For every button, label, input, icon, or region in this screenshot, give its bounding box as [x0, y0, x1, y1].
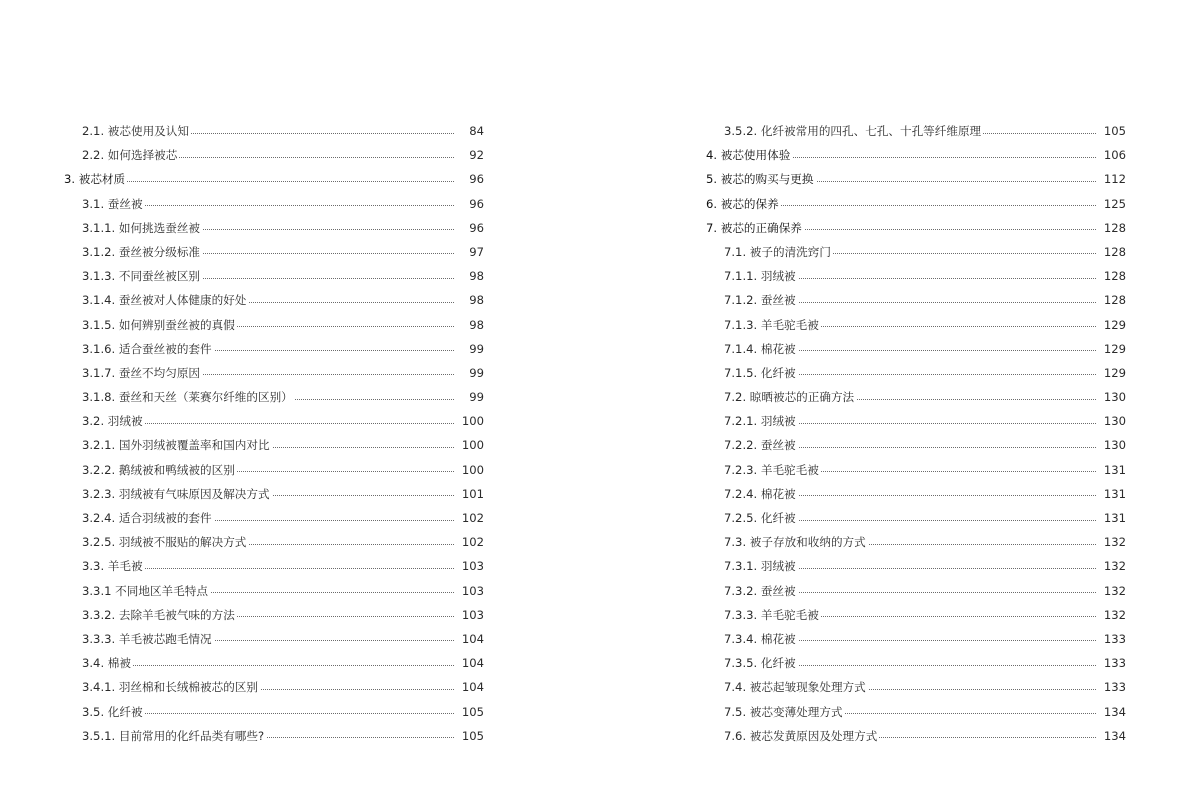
toc-entry-title: 3.4. 棉被 — [82, 651, 133, 675]
toc-entry[interactable] — [64, 167, 488, 191]
toc-entry-title: 7.1.5. 化纤被 — [724, 361, 798, 385]
toc-entry[interactable] — [706, 192, 1130, 216]
toc-entry-page-number: 132 — [1103, 607, 1126, 622]
toc-entry-page-number: 96 — [469, 196, 484, 211]
toc-entry[interactable] — [706, 458, 1130, 482]
toc-entry[interactable] — [706, 675, 1130, 699]
toc-entry-title: 3.1.5. 如何辨别蚕丝被的真假 — [82, 313, 237, 337]
toc-entry-title: 7.2. 晾晒被芯的正确方法 — [724, 385, 856, 409]
toc-entry-title: 7.3. 被子存放和收纳的方式 — [724, 530, 868, 554]
toc-entry-page-number: 96 — [469, 220, 484, 235]
toc-entry[interactable] — [64, 192, 488, 216]
toc-entry[interactable] — [706, 143, 1130, 167]
toc-entry-page-number: 131 — [1103, 462, 1126, 477]
toc-entry-page-number: 125 — [1103, 196, 1126, 211]
toc-entry[interactable] — [706, 167, 1130, 191]
toc-entry-page-number: 97 — [469, 244, 484, 259]
toc-entry[interactable] — [64, 264, 488, 288]
toc-entry-page-number: 130 — [1103, 414, 1126, 429]
toc-entry-page-number: 130 — [1103, 390, 1126, 405]
toc-entry-page-number: 134 — [1103, 704, 1126, 719]
toc-entry[interactable] — [706, 264, 1130, 288]
toc-entry-page-number: 128 — [1103, 220, 1126, 235]
toc-entry-title: 3.1.1. 如何挑选蚕丝被 — [82, 216, 202, 240]
toc-left-column — [64, 119, 488, 748]
toc-entry[interactable] — [64, 313, 488, 337]
toc-entry[interactable] — [706, 506, 1130, 530]
toc-entry[interactable] — [64, 651, 488, 675]
toc-entry-title: 7.1. 被子的清洗窍门 — [724, 240, 833, 264]
toc-entry-title: 7.3.3. 羊毛驼毛被 — [724, 603, 821, 627]
toc-entry-title: 7.1.3. 羊毛驼毛被 — [724, 313, 821, 337]
toc-entry-page-number: 129 — [1103, 317, 1126, 332]
toc-entry-title: 7.2.5. 化纤被 — [724, 506, 798, 530]
toc-entry[interactable] — [706, 409, 1130, 433]
toc-entry-title: 3.1.7. 蚕丝不均匀原因 — [82, 361, 202, 385]
toc-entry-page-number: 106 — [1103, 148, 1126, 163]
dot-leader — [82, 665, 454, 666]
toc-entry-title: 7.3.2. 蚕丝被 — [724, 579, 798, 603]
toc-entry[interactable] — [706, 119, 1130, 143]
toc-entry[interactable] — [706, 313, 1130, 337]
toc-entry-title: 3.5.2. 化纤被常用的四孔、七孔、十孔等纤维原理 — [724, 119, 983, 143]
toc-entry-title: 3.3. 羊毛被 — [82, 554, 145, 578]
toc-entry-page-number: 132 — [1103, 535, 1126, 550]
toc-entry-page-number: 98 — [469, 317, 484, 332]
toc-entry-title: 7.3.1. 羽绒被 — [724, 554, 798, 578]
toc-entry-title: 3.2.1. 国外羽绒被覆盖率和国内对比 — [82, 433, 272, 457]
toc-entry[interactable] — [64, 579, 488, 603]
toc-entry[interactable] — [706, 482, 1130, 506]
toc-entry-page-number: 103 — [461, 583, 484, 598]
toc-entry-page-number: 129 — [1103, 341, 1126, 356]
toc-entry[interactable] — [64, 385, 488, 409]
toc-entry[interactable] — [64, 361, 488, 385]
toc-entry[interactable] — [64, 337, 488, 361]
toc-entry-title: 7.2.2. 蚕丝被 — [724, 433, 798, 457]
toc-entry[interactable] — [64, 627, 488, 651]
toc-entry-title: 4. 被芯使用体验 — [706, 143, 792, 167]
toc-entry-page-number: 103 — [461, 559, 484, 574]
toc-entry-page-number: 104 — [461, 656, 484, 671]
toc-entry-page-number: 128 — [1103, 244, 1126, 259]
toc-entry-page-number: 134 — [1103, 728, 1126, 743]
toc-entry-title: 6. 被芯的保养 — [706, 192, 781, 216]
toc-entry[interactable] — [706, 724, 1130, 748]
toc-entry-page-number: 132 — [1103, 559, 1126, 574]
toc-entry[interactable] — [64, 506, 488, 530]
toc-entry[interactable] — [64, 724, 488, 748]
toc-entry[interactable] — [706, 433, 1130, 457]
toc-entry-page-number: 102 — [461, 535, 484, 550]
toc-entry-page-number: 132 — [1103, 583, 1126, 598]
toc-entry-page-number: 128 — [1103, 293, 1126, 308]
toc-entry-page-number: 98 — [469, 293, 484, 308]
toc-entry-page-number: 100 — [461, 462, 484, 477]
toc-entry-title: 3.1.4. 蚕丝被对人体健康的好处 — [82, 288, 248, 312]
toc-entry-page-number: 112 — [1103, 172, 1126, 187]
toc-entry[interactable] — [64, 530, 488, 554]
toc-entry-title: 7.1.2. 蚕丝被 — [724, 288, 798, 312]
toc-entry-page-number: 96 — [469, 172, 484, 187]
toc-entry[interactable] — [706, 627, 1130, 651]
toc-entry-title: 3.1.6. 适合蚕丝被的套件 — [82, 337, 214, 361]
toc-entry-title: 2.1. 被芯使用及认知 — [82, 119, 191, 143]
toc-entry[interactable] — [706, 337, 1130, 361]
toc-entry-page-number: 130 — [1103, 438, 1126, 453]
toc-entry[interactable] — [706, 700, 1130, 724]
toc-entry[interactable] — [64, 482, 488, 506]
toc-entry-title: 3. 被芯材质 — [64, 167, 127, 191]
toc-entry-title: 3.2.4. 适合羽绒被的套件 — [82, 506, 214, 530]
toc-entry-page-number: 100 — [461, 414, 484, 429]
toc-entry[interactable] — [64, 458, 488, 482]
toc-entry-title: 7.2.4. 棉花被 — [724, 482, 798, 506]
toc-entry[interactable] — [706, 240, 1130, 264]
toc-entry-page-number: 99 — [469, 341, 484, 356]
toc-entry-page-number: 84 — [469, 124, 484, 138]
toc-entry-page-number: 104 — [461, 680, 484, 695]
toc-entry-page-number: 104 — [461, 631, 484, 646]
toc-entry[interactable] — [706, 530, 1130, 554]
toc-entry-title: 3.3.2. 去除羊毛被气味的方法 — [82, 603, 237, 627]
toc-entry[interactable] — [64, 433, 488, 457]
toc-entry[interactable] — [706, 288, 1130, 312]
toc-entry[interactable] — [706, 361, 1130, 385]
toc-entry[interactable] — [706, 603, 1130, 627]
toc-entry-page-number: 101 — [461, 486, 484, 501]
toc-entry-title: 3.1. 蚕丝被 — [82, 192, 145, 216]
toc-entry-title: 3.2.2. 鹅绒被和鸭绒被的区别 — [82, 458, 237, 482]
toc-entry-page-number: 99 — [469, 390, 484, 405]
toc-entry[interactable] — [64, 143, 488, 167]
toc-entry-title: 3.3.1 不同地区羊毛特点 — [82, 579, 210, 603]
toc-entry[interactable] — [64, 554, 488, 578]
toc-entry-page-number: 98 — [469, 269, 484, 284]
toc-entry-title: 2.2. 如何选择被芯 — [82, 143, 179, 167]
toc-entry[interactable] — [64, 240, 488, 264]
toc-entry-page-number: 100 — [461, 438, 484, 453]
toc-entry-title: 7.1.1. 羽绒被 — [724, 264, 798, 288]
toc-entry-title: 7.2.3. 羊毛驼毛被 — [724, 458, 821, 482]
toc-entry[interactable] — [64, 216, 488, 240]
toc-entry-page-number: 131 — [1103, 511, 1126, 525]
toc-entry[interactable] — [706, 216, 1130, 240]
toc-entry-page-number: 105 — [1103, 124, 1126, 138]
toc-entry[interactable] — [706, 579, 1130, 603]
toc-entry-title: 3.2.5. 羽绒被不服贴的解决方式 — [82, 530, 248, 554]
toc-entry-title: 7.5. 被芯变薄处理方式 — [724, 700, 845, 724]
toc-entry[interactable] — [706, 385, 1130, 409]
toc-entry-title: 3.1.8. 蚕丝和天丝（莱赛尔纤维的区别） — [82, 385, 295, 409]
toc-entry[interactable] — [706, 554, 1130, 578]
toc-entry[interactable] — [64, 409, 488, 433]
toc-entry-title: 3.5.1. 目前常用的化纤品类有哪些? — [82, 724, 266, 748]
toc-entry-page-number: 131 — [1103, 486, 1126, 501]
toc-entry-page-number: 92 — [469, 148, 484, 163]
toc-entry-page-number: 105 — [461, 704, 484, 719]
toc-entry-page-number: 103 — [461, 607, 484, 622]
toc-entry[interactable] — [64, 288, 488, 312]
toc-entry[interactable] — [64, 700, 488, 724]
toc-entry-title: 3.2.3. 羽绒被有气味原因及解决方式 — [82, 482, 272, 506]
toc-entry-title: 7.2.1. 羽绒被 — [724, 409, 798, 433]
toc-entry-page-number: 99 — [469, 365, 484, 380]
toc-entry-title: 7.6. 被芯发黄原因及处理方式 — [724, 724, 879, 748]
toc-entry-page-number: 133 — [1103, 656, 1126, 671]
toc-right-column — [706, 119, 1130, 748]
toc-entry-page-number: 133 — [1103, 631, 1126, 646]
toc-entry-page-number: 102 — [461, 511, 484, 525]
toc-entry[interactable] — [64, 603, 488, 627]
toc-entry-title: 3.2. 羽绒被 — [82, 409, 145, 433]
toc-entry-page-number: 133 — [1103, 680, 1126, 695]
toc-entry-title: 3.1.2. 蚕丝被分级标准 — [82, 240, 202, 264]
toc-entry-title: 3.4.1. 羽丝棉和长绒棉被芯的区别 — [82, 675, 260, 699]
toc-entry-page-number: 105 — [461, 728, 484, 743]
toc-entry-title: 3.3.3. 羊毛被芯跑毛情况 — [82, 627, 214, 651]
toc-entry[interactable] — [706, 651, 1130, 675]
toc-entry-page-number: 128 — [1103, 269, 1126, 284]
toc-entry-title: 3.1.3. 不同蚕丝被区别 — [82, 264, 202, 288]
toc-entry-title: 3.5. 化纤被 — [82, 700, 145, 724]
toc-entry-title: 5. 被芯的购买与更换 — [706, 167, 816, 191]
toc-entry-title: 7.1.4. 棉花被 — [724, 337, 798, 361]
toc-entry[interactable] — [64, 119, 488, 143]
toc-entry-title: 7. 被芯的正确保养 — [706, 216, 804, 240]
toc-entry[interactable] — [64, 675, 488, 699]
toc-entry-page-number: 129 — [1103, 365, 1126, 380]
toc-entry-title: 7.3.4. 棉花被 — [724, 627, 798, 651]
toc-entry-title: 7.3.5. 化纤被 — [724, 651, 798, 675]
toc-entry-title: 7.4. 被芯起皱现象处理方式 — [724, 675, 868, 699]
